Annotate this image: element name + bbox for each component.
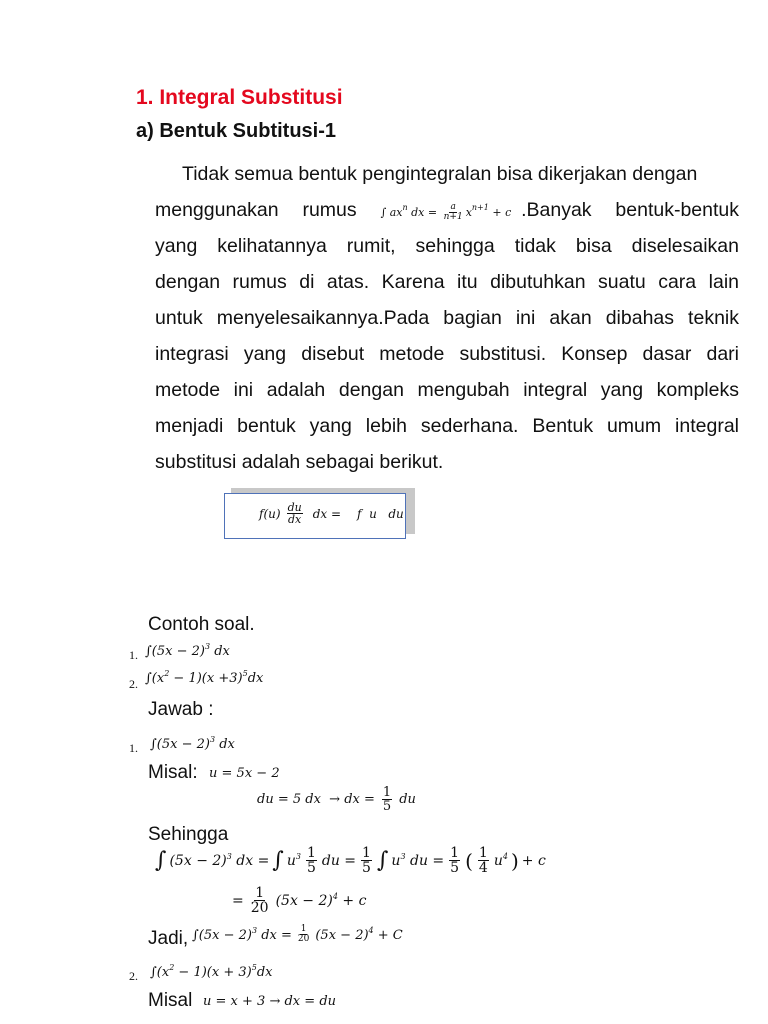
misal-2-label: Misal <box>148 990 193 1011</box>
intro-line-1: Tidak semua bentuk pengintegralan bisa dikerjakan dengan <box>182 163 698 185</box>
intro-line-9: substitusi adalah sebagai berikut. <box>155 451 444 473</box>
intro-line-8: menjadi bentuk yang lebih sederhana. Bentuk umum integral <box>155 415 739 437</box>
answer-1-number: 1. <box>129 741 138 755</box>
intro-line-3: yang kelihatannya rumit, sehingga tidak bisa diselesaikan <box>155 235 739 257</box>
subsection-title: a) Bentuk Subtitusi-1 <box>136 120 337 142</box>
solution-step-2: = $\frac{1}{20}$ $(5x - 2)^4 + c$ <box>232 885 367 916</box>
problem-2-integral: $\int(x^2 - 1)(x +3)^5dx$ <box>145 669 264 686</box>
substitution-2-definition: u = x + 3 → dx = du <box>203 994 337 1009</box>
general-substitution-formula-box <box>224 493 406 539</box>
problem-1-number: 1. <box>129 648 138 662</box>
misal-1-label: Misal: <box>148 762 198 783</box>
contoh-soal-label: Contoh soal. <box>148 614 255 635</box>
intro-line-4: dengan rumus di atas. Karena itu dibutuhkan suatu cara lain <box>155 271 739 293</box>
answer-2-integral: $\int(x^2 - 1)(x + 3)^5dx$ <box>150 963 273 980</box>
problem-1-integral: $\int(5x - 2)^3$ dx <box>145 642 230 659</box>
intro-line-2 <box>155 192 739 228</box>
jadi-label: Jadi, <box>148 928 189 949</box>
answer-2-number: 2. <box>129 969 138 983</box>
final-result-1: $\int(5x - 2)^3$ dx = $\frac{1}{20}$ $(5x - 2)^4 + C$ <box>192 924 403 944</box>
intro-line-7: metode ini adalah dengan mengubah integral yang kompleks <box>155 379 739 401</box>
intro-word-bentuk-bentuk: bentuk-bentuk <box>615 199 739 221</box>
intro-line-5: untuk menyelesaikannya.Pada bagian ini akan dibahas teknik <box>155 307 739 329</box>
general-substitution-formula: f(u) $\frac{du}{dx}$ dx = f u du <box>259 501 404 526</box>
intro-word-rumus: rumus <box>302 199 357 221</box>
du-derivation: du = 5 dx → dx = $\frac{1}{5}$ du <box>257 785 416 814</box>
section-title: 1. Integral Substitusi <box>136 86 343 109</box>
intro-line-6: integrasi yang disebut metode substitusi. Konsep dasar dari <box>155 343 739 365</box>
sehingga-label: Sehingga <box>148 824 229 845</box>
answer-1-integral: $\int(5x - 2)^3$ dx <box>150 735 235 752</box>
power-rule-formula: ∫ $ax^n$ dx = $\frac{a}{n+1}$ $x^{n+1} + c$ <box>380 202 512 222</box>
intro-word-banyak: .Banyak <box>521 199 592 221</box>
solution-step-1: ∫ $(5x - 2)^3$ dx = ∫ $u^3$ $\frac{1}{5}$ du = $\frac{1}{5}$ ∫ $u^3$ du = $\frac{1}{5}$ ( $\frac{1}{4}$ $u^4$ ) + c <box>155 845 546 876</box>
substitution-u-definition: u = 5x − 2 <box>209 766 280 781</box>
intro-word-menggunakan: menggunakan <box>155 199 279 221</box>
jawab-label: Jawab : <box>148 699 214 720</box>
problem-2-number: 2. <box>129 677 138 691</box>
